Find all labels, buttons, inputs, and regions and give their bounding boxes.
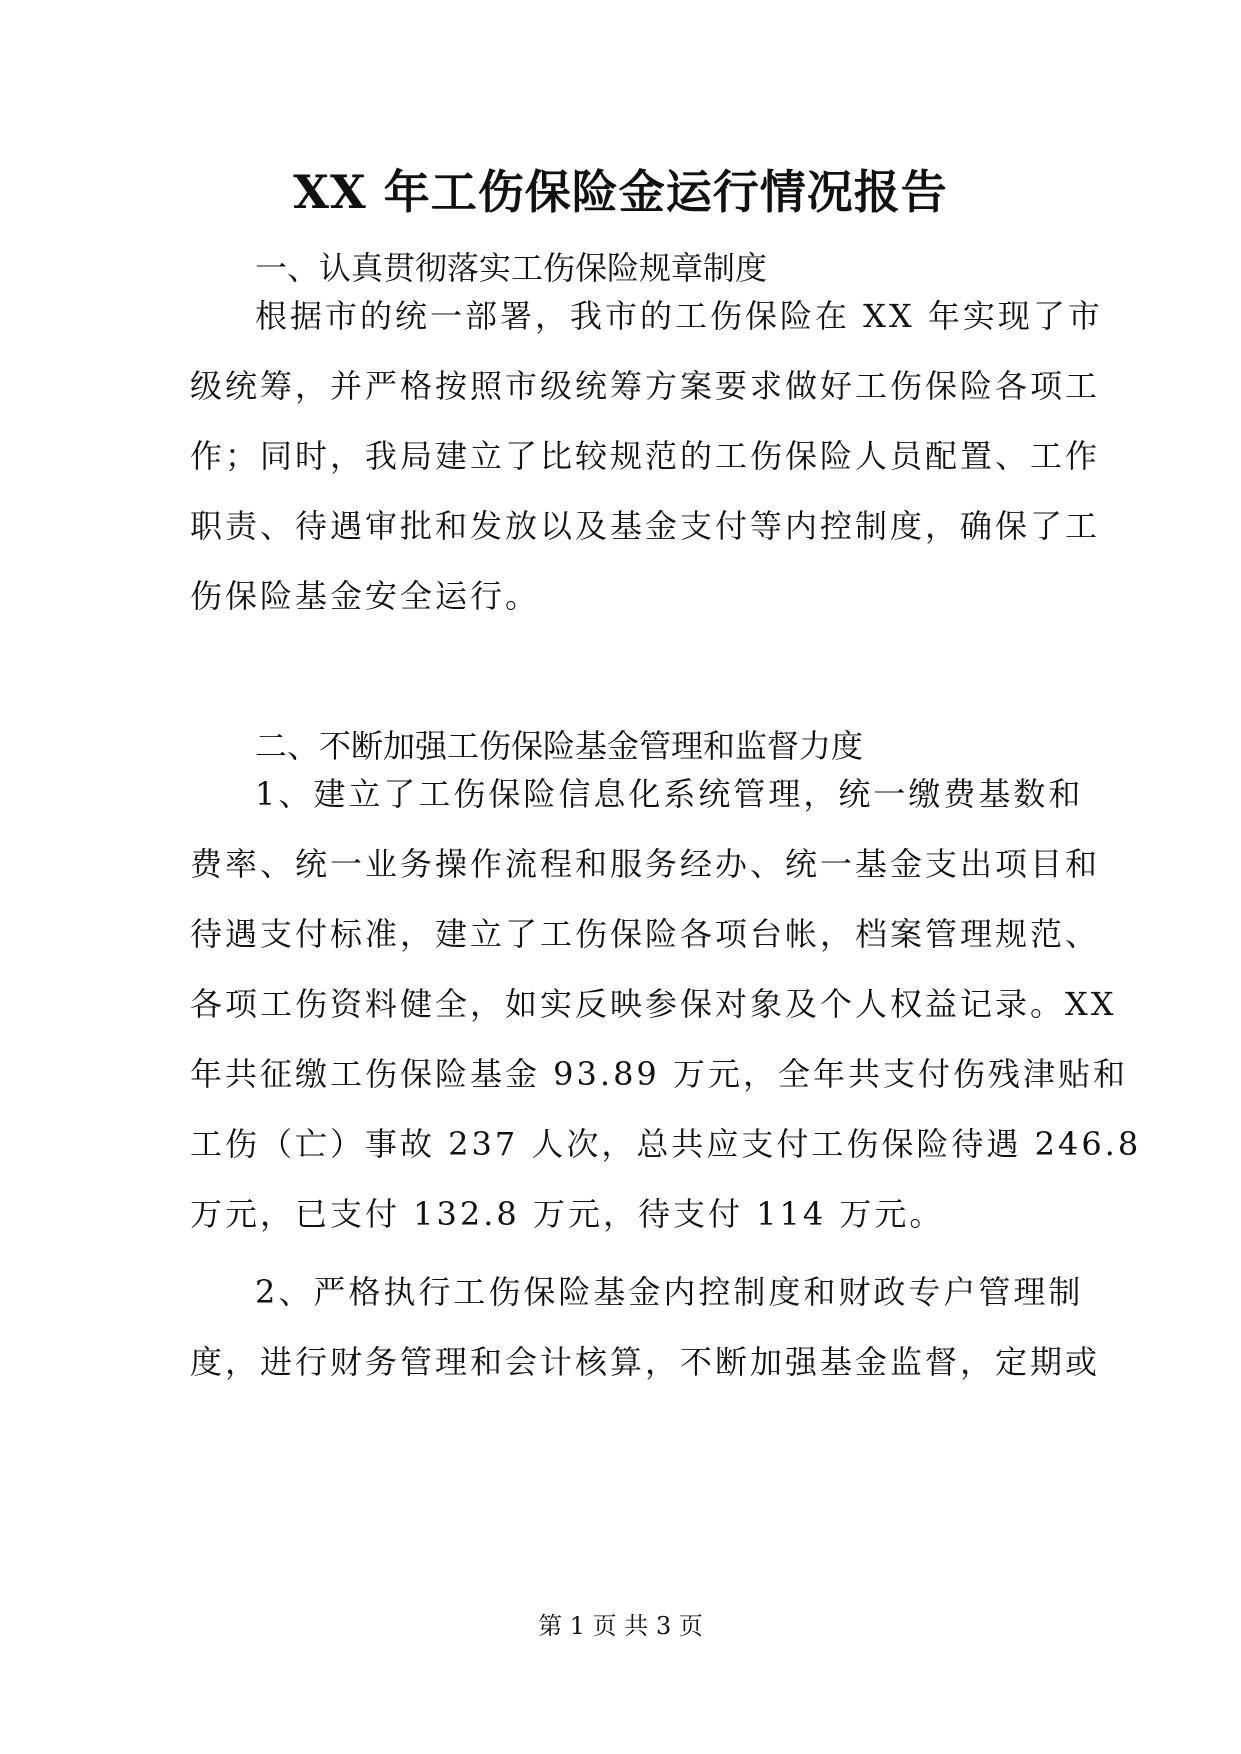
section-heading-1: 一、认真贯彻落实工伤保险规章制度 (255, 249, 768, 287)
page-indicator: 第 1 页 共 3 页 (538, 1612, 703, 1640)
paragraph-line: 根据市的统一部署，我市的工伤保险在 XX 年实现了市 (255, 297, 1103, 335)
paragraph-line: 伤保险基金安全运行。 (190, 577, 541, 615)
paragraph-line: 作；同时，我局建立了比较规范的工伤保险人员配置、工作 (190, 437, 1101, 475)
paragraph-line: 待遇支付标准，建立了工伤保险各项台帐，档案管理规范、 (190, 915, 1101, 953)
paragraph-line: 工伤（亡）事故 237 人次，总共应支付工伤保险待遇 246.8 (190, 1125, 1142, 1163)
document-title: XX 年工伤保险金运行情况报告 (293, 165, 948, 219)
paragraph-line: 各项工伤资料健全，如实反映参保对象及个人权益记录。XX (190, 985, 1117, 1023)
paragraph-line: 职责、待遇审批和发放以及基金支付等内控制度，确保了工 (190, 507, 1101, 545)
paragraph-line: 年共征缴工伤保险基金 93.89 万元，全年共支付伤残津贴和 (190, 1055, 1128, 1093)
paragraph-line: 1、建立了工伤保险信息化系统管理，统一缴费基数和 (255, 775, 1084, 813)
section-heading-2: 二、不断加强工伤保险基金管理和监督力度 (255, 727, 864, 765)
paragraph-line: 万元，已支付 132.8 万元，待支付 114 万元。 (190, 1195, 945, 1233)
paragraph-line: 2、严格执行工伤保险基金内控制度和财政专户管理制 (255, 1273, 1084, 1311)
paragraph-line: 级统筹，并严格按照市级统筹方案要求做好工伤保险各项工 (190, 367, 1101, 405)
paragraph-line: 费率、统一业务操作流程和服务经办、统一基金支出项目和 (190, 845, 1101, 883)
paragraph-line: 度，进行财务管理和会计核算，不断加强基金监督，定期或 (190, 1343, 1101, 1381)
